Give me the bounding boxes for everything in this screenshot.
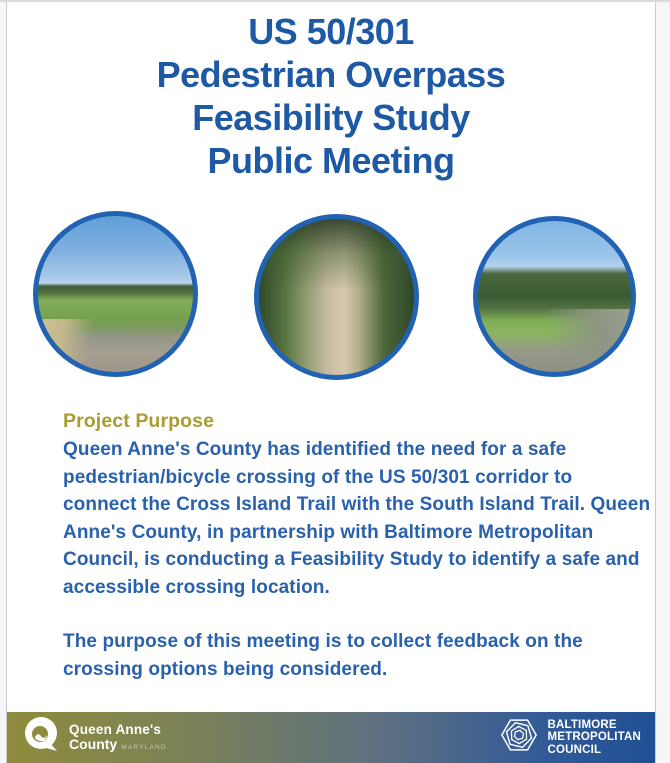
title-line-3: Feasibility Study [192,97,470,138]
bmc-line-3: COUNCIL [547,743,602,756]
qac-state-label: MARYLAND [121,744,167,752]
bmc-wordmark [547,719,641,757]
grass-field-with-trees-and-gravel-path-photo [473,216,636,377]
trail-end-at-open-field-photo [33,211,198,377]
meeting-purpose-paragraph: The purpose of this meeting is to collect feedback on the crossing options being considered. [63,631,583,680]
baltimore-metropolitan-council-logo [499,714,641,761]
bmc-line-1: BALTIMORE [547,718,617,731]
bmc-line-2: METROPOLITAN [547,731,641,744]
footer-bar [7,712,655,763]
title-line-4: Public Meeting [207,140,455,181]
bmc-hexagon-icon [499,714,539,761]
project-purpose-section [63,408,651,683]
project-purpose-heading: Project Purpose [63,410,215,432]
qac-name-line1: Queen Anne's [69,722,162,737]
qac-name-line2: County [69,736,118,753]
flyer-page [6,2,656,763]
queen-annes-county-q-icon [23,715,61,760]
page-title [7,10,655,182]
queen-annes-county-wordmark [69,723,167,752]
title-line-2: Pedestrian Overpass [156,54,506,95]
project-purpose-paragraph: Queen Anne's County has identified the need for a safe pedestrian/bicycle crossing of the US 50/301 corridor to connect the Cross Island Trail with the South Island Trail. Queen Anne's County, in partnership with Baltimore Metropolitan Council, is conducting a Feasibility Study to identify a safe and accessible crossing location. [63,439,651,598]
queen-annes-county-logo [23,715,167,760]
gravel-trail-through-woods-photo [254,214,419,380]
title-line-1: US 50/301 [248,11,414,52]
